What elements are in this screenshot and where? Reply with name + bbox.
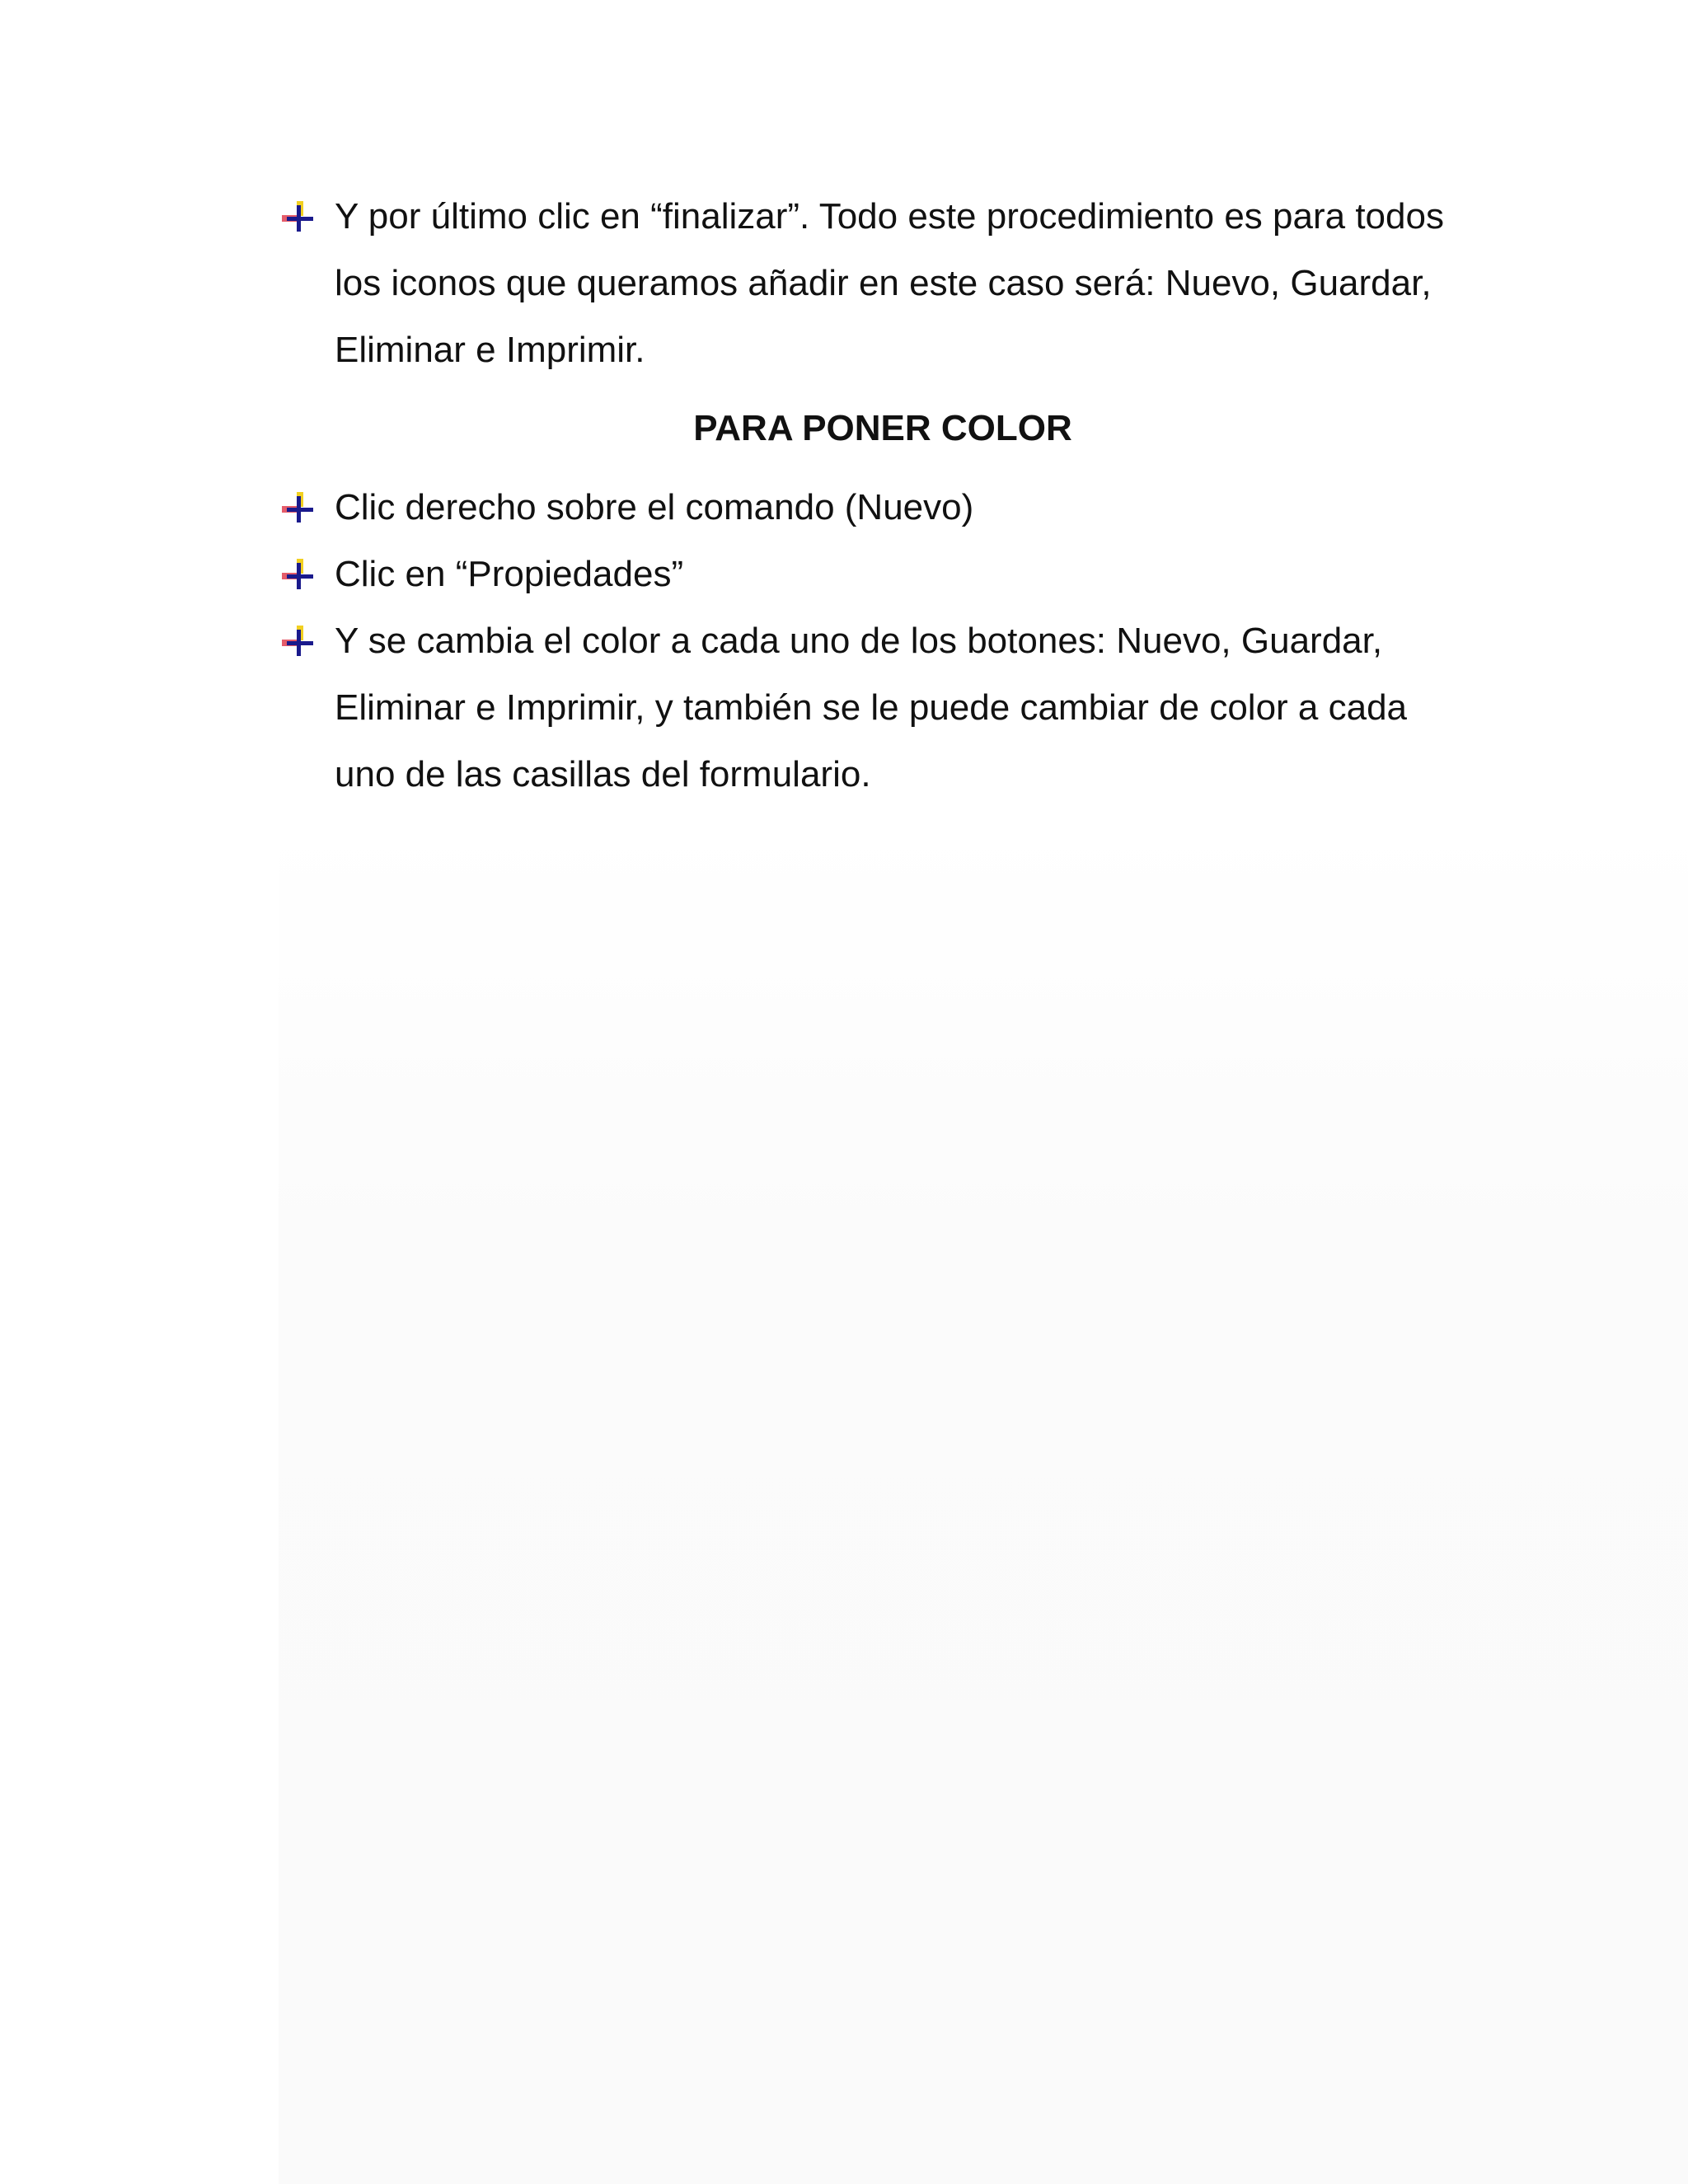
- list-item-text: Y se cambia el color a cada uno de los botones: Nuevo, Guardar, Eliminar e Imprimir, y también se le puede cambiar de color a cada uno de las casillas del formulario.: [335, 621, 1408, 794]
- list-item: [280, 607, 1467, 808]
- plus-sign-bullet-icon: [280, 557, 316, 593]
- list-item: [280, 474, 1467, 541]
- list-item-text: Y por último clic en “finalizar”. Todo este procedimiento es para todos los iconos que queramos añadir en este caso será: Nuevo, Guardar, Eliminar e Imprimir.: [335, 196, 1444, 370]
- intro-list: [280, 183, 1467, 383]
- list-item: [280, 541, 1467, 607]
- document-body: [280, 183, 1467, 808]
- list-item-text: Clic en “Propiedades”: [335, 554, 684, 594]
- list-item: [280, 183, 1467, 383]
- page-shade: [279, 824, 1688, 2184]
- plus-sign-bullet-icon: [280, 490, 316, 527]
- plus-sign-bullet-icon: [280, 624, 316, 660]
- list-item-text: Clic derecho sobre el comando (Nuevo): [335, 487, 974, 527]
- plus-sign-bullet-icon: [280, 199, 316, 236]
- color-steps-list: [280, 474, 1467, 808]
- section-heading: PARA PONER COLOR: [693, 408, 1072, 448]
